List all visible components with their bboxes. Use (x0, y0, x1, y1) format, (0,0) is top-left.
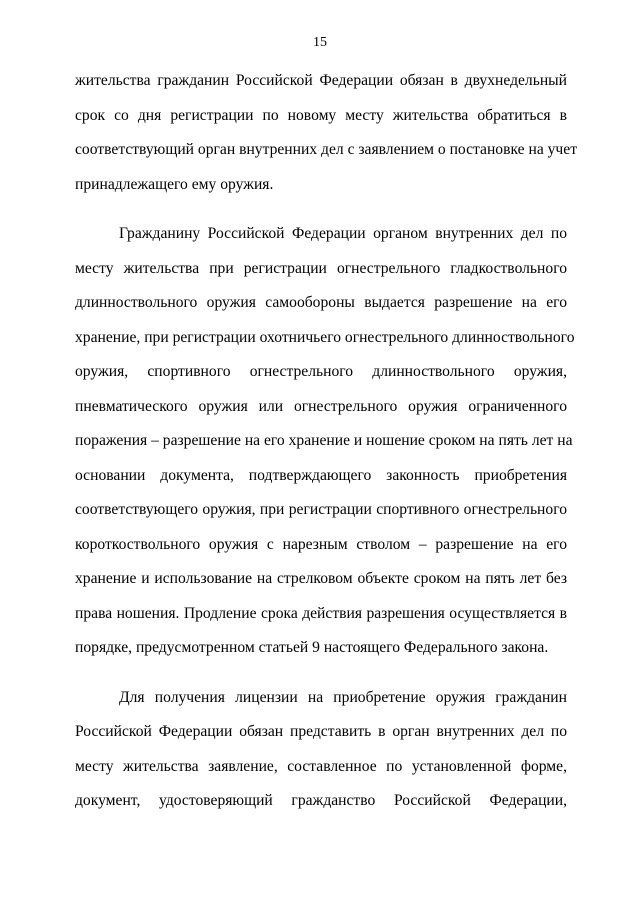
text-line: соответствующий орган внутренних дел с заявлением о постановке на учет (75, 141, 578, 158)
text-line: жительства гражданин Российской Федерации обязан в двухнедельный (75, 72, 567, 89)
body-text (75, 64, 578, 819)
text-line: соответствующего оружия, при регистрации спортивного огнестрельного (75, 501, 567, 518)
paragraph-1 (75, 64, 578, 202)
paragraph-3 (75, 681, 567, 819)
text-line: права ношения. Продление срока действия разрешения осуществляется в (75, 604, 567, 622)
text-line: хранение, при регистрации охотничьего огнестрельного длинноствольного (75, 328, 575, 346)
text-line: пневматического оружия или огнестрельного оружия ограниченного (75, 397, 567, 415)
text-line: Российской Федерации обязан представить в орган внутренних дел по (75, 723, 567, 740)
text-line: месту жительства при регистрации огнестрельного гладкоствольного (75, 259, 567, 277)
page-number: 15 (313, 35, 327, 50)
text-line: Гражданину Российской Федерации органом внутренних дел по (119, 225, 567, 242)
text-line: поражения – разрешение на его хранение и ношение сроком на пять лет на (75, 432, 573, 449)
text-line: Для получения лицензии на приобретение оружия гражданин (119, 688, 567, 706)
text-line: основании документа, подтверждающего законность приобретения (75, 466, 567, 484)
text-line: документ, удостоверяющий гражданство Российской Федерации, (75, 792, 567, 809)
text-line: срок со дня регистрации по новому месту жительства обратиться в (75, 106, 567, 124)
text-line: принадлежащего ему оружия. (75, 175, 274, 193)
paragraph-2 (75, 217, 575, 666)
text-line: короткоствольного оружия с нарезным стволом – разрешение на его (75, 535, 567, 553)
text-line: порядке, предусмотренном статьей 9 настоящего Федерального закона. (75, 639, 549, 656)
text-line: оружия, спортивного огнестрельного длинноствольного оружия, (75, 363, 567, 380)
text-line: хранение и использование на стрелковом объекте сроком на пять лет без (75, 570, 567, 587)
text-line: длинноствольного оружия самообороны выдается разрешение на его (75, 294, 567, 311)
text-line: месту жительства заявление, составленное по установленной форме, (75, 757, 567, 775)
